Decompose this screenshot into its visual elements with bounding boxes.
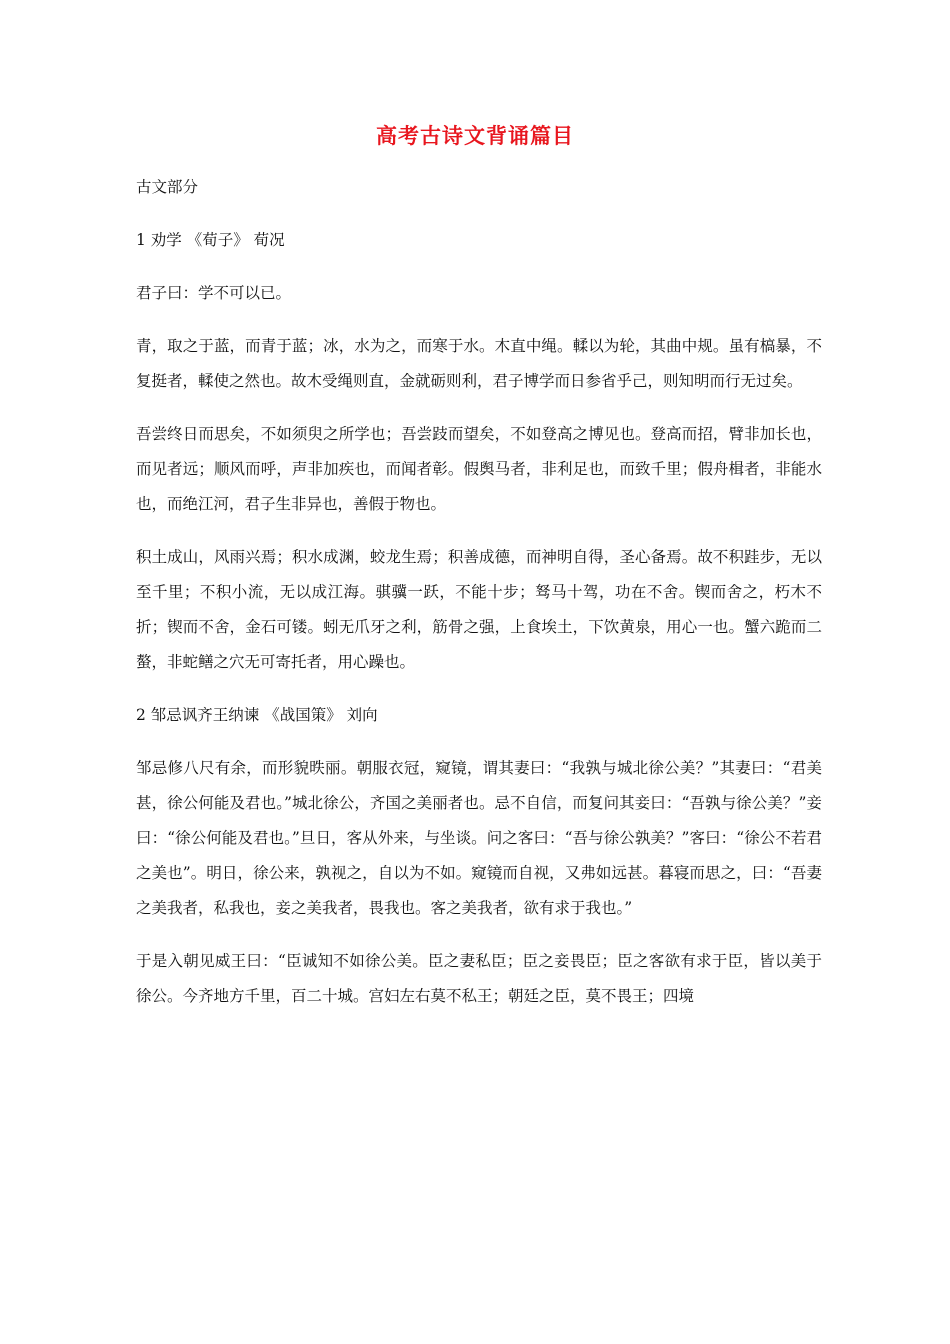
text-paragraph: 吾尝终日而思矣，不如须臾之所学也；吾尝跂而望矣，不如登高之博见也。登高而招，臂非加长也，而见者远；顺风而呼，声非加疾也，而闻者彰。假舆马者，非利足也，而致千里；假舟楫者，非能水也，而绝江河，君子生非异也，善假于物也。 — [136, 425, 822, 513]
document-title: 高考古诗文背诵篇目 — [376, 123, 574, 148]
text-blocks — [136, 223, 822, 1014]
article-heading: 2 邹忌讽齐王纳谏 《战国策》 刘向 — [136, 706, 378, 724]
text-paragraph: 青，取之于蓝，而青于蓝；冰，水为之，而寒于水。木直中绳。輮以为轮，其曲中规。虽有槁暴，不复挺者，輮使之然也。故木受绳则直，金就砺则利，君子博学而日参省乎己，则知明而行无过矣。 — [136, 337, 822, 390]
text-paragraph: 积土成山，风雨兴焉；积水成渊，蛟龙生焉；积善成德，而神明自得，圣心备焉。故不积跬步，无以至千里；不积小流，无以成江海。骐骥一跃，不能十步；驽马十驾，功在不舍。锲而舍之，朽木不折；锲而不舍，金石可镂。蚓无爪牙之利，筋骨之强，上食埃土，下饮黄泉，用心一也。蟹六跪而二螯，非蛇鳝之穴无可寄托者，用心躁也。 — [136, 548, 822, 671]
section-heading: 古文部分 — [136, 178, 199, 196]
document-body — [136, 170, 822, 1032]
text-paragraph: 于是入朝见威王曰：“臣诚知不如徐公美。臣之妻私臣；臣之妾畏臣；臣之客欲有求于臣，皆以美于徐公。今齐地方千里，百二十城。宫妇左右莫不私王；朝廷之臣，莫不畏王；四境 — [136, 952, 822, 1005]
text-paragraph: 邹忌修八尺有余，而形貌昳丽。朝服衣冠，窥镜，谓其妻曰：“我孰与城北徐公美？”其妻曰：“君美甚，徐公何能及君也。”城北徐公，齐国之美丽者也。忌不自信，而复问其妾曰：“吾孰与徐公美？”妾曰：“徐公何能及君也。”旦日，客从外来，与坐谈。问之客曰：“吾与徐公孰美？”客曰：“徐公不若君之美也”。明日，徐公来，孰视之，自以为不如。窥镜而自视，又弗如远甚。暮寝而思之，曰：“吾妻之美我者，私我也，妾之美我者，畏我也。客之美我者，欲有求于我也。” — [136, 759, 822, 917]
article-heading: 1 劝学 《荀子》 荀况 — [136, 231, 285, 249]
text-paragraph: 君子曰：学不可以已。 — [136, 284, 292, 302]
